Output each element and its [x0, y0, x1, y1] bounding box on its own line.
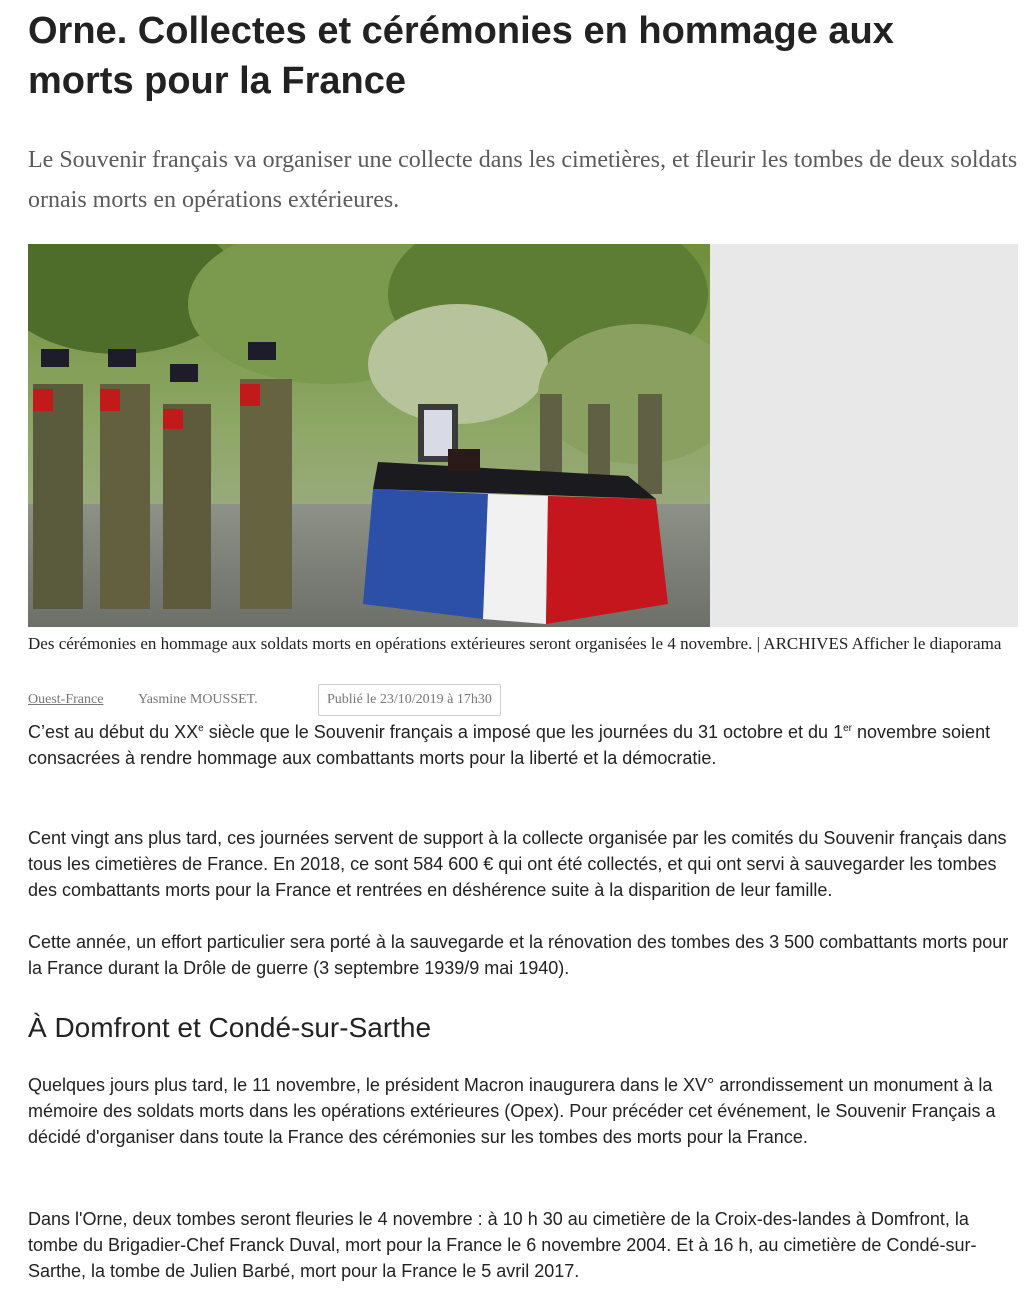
p1-part-b: siècle que le Souvenir français a imposé que les journées du 31 octobre et du 1 — [203, 722, 844, 742]
byline — [28, 684, 1018, 718]
p1-superscript-1: e — [198, 723, 204, 734]
section-heading: À Domfront et Condé-sur-Sarthe — [28, 1012, 432, 1043]
author-name: Yasmine MOUSSET. — [138, 692, 258, 707]
slideshow-link[interactable]: Afficher le diaporama — [851, 634, 1002, 653]
p1-part-c: novembre soient consacrées à rendre hommage aux combattants morts pour la liberté et la démocratie. — [28, 722, 991, 768]
paragraph-1 — [28, 719, 1013, 771]
photo-caption — [28, 632, 1018, 656]
paragraph-4: Quelques jours plus tard, le 11 novembre, le président Macron inaugurera dans le XV° arrondissement un monument à la mémoire des soldats morts dans les opérations extérieures (Opex). Pour précéder cet événement, le Souvenir Français a décidé d'organiser dans toute la France des cérémonies sur les tombes des morts pour la France. — [28, 1075, 996, 1147]
publish-date-badge: Publié le 23/10/2019 à 17h30 — [318, 684, 501, 716]
paragraph-3: Cette année, un effort particulier sera porté à la sauvegarde et la rénovation des tombes des 3 500 combattants morts pour la France durant la Drôle de guerre (3 septembre 1939/9 mai 1940). — [28, 932, 1009, 978]
p1-part-a: C’est au début du XX — [28, 722, 199, 742]
p1-superscript-2: er — [843, 723, 852, 734]
article-title: Orne. Collectes et cérémonies en hommage aux morts pour la France — [28, 10, 894, 102]
article-lead: Le Souvenir français va organiser une collecte dans les cimetières, et fleurir les tombes de deux soldats ornais morts en opérations extérieures. — [28, 147, 1018, 213]
photo-container[interactable] — [28, 244, 1018, 627]
paragraph-5: Dans l'Orne, deux tombes seront fleuries le 4 novembre : à 10 h 30 au cimetière de la Croix-des-landes à Domfront, la tombe du Brigadier-Chef Franck Duval, mort pour la France le 6 novembre 2004. Et à 16 h, au cimetière de Condé-sur-Sarthe, la tombe de Julien Barbé, mort pour la France le 5 avril 2017. — [28, 1209, 977, 1281]
source-link[interactable]: Ouest-France — [28, 692, 104, 707]
caption-text: Des cérémonies en hommage aux soldats morts en opérations extérieures seront organisées le 4 novembre. | ARCHIVES — [28, 634, 849, 653]
ceremony-photo[interactable] — [28, 244, 710, 627]
paragraph-2: Cent vingt ans plus tard, ces journées servent de support à la collecte organisée par les comités du Souvenir français dans tous les cimetières de France. En 2018, ce sont 584 600 € qui ont été collectés, et qui ont servi à sauvegarder les tombes des combattants morts pour la France et rentrées en déshérence suite à la disparition de leur famille. — [28, 828, 1007, 900]
